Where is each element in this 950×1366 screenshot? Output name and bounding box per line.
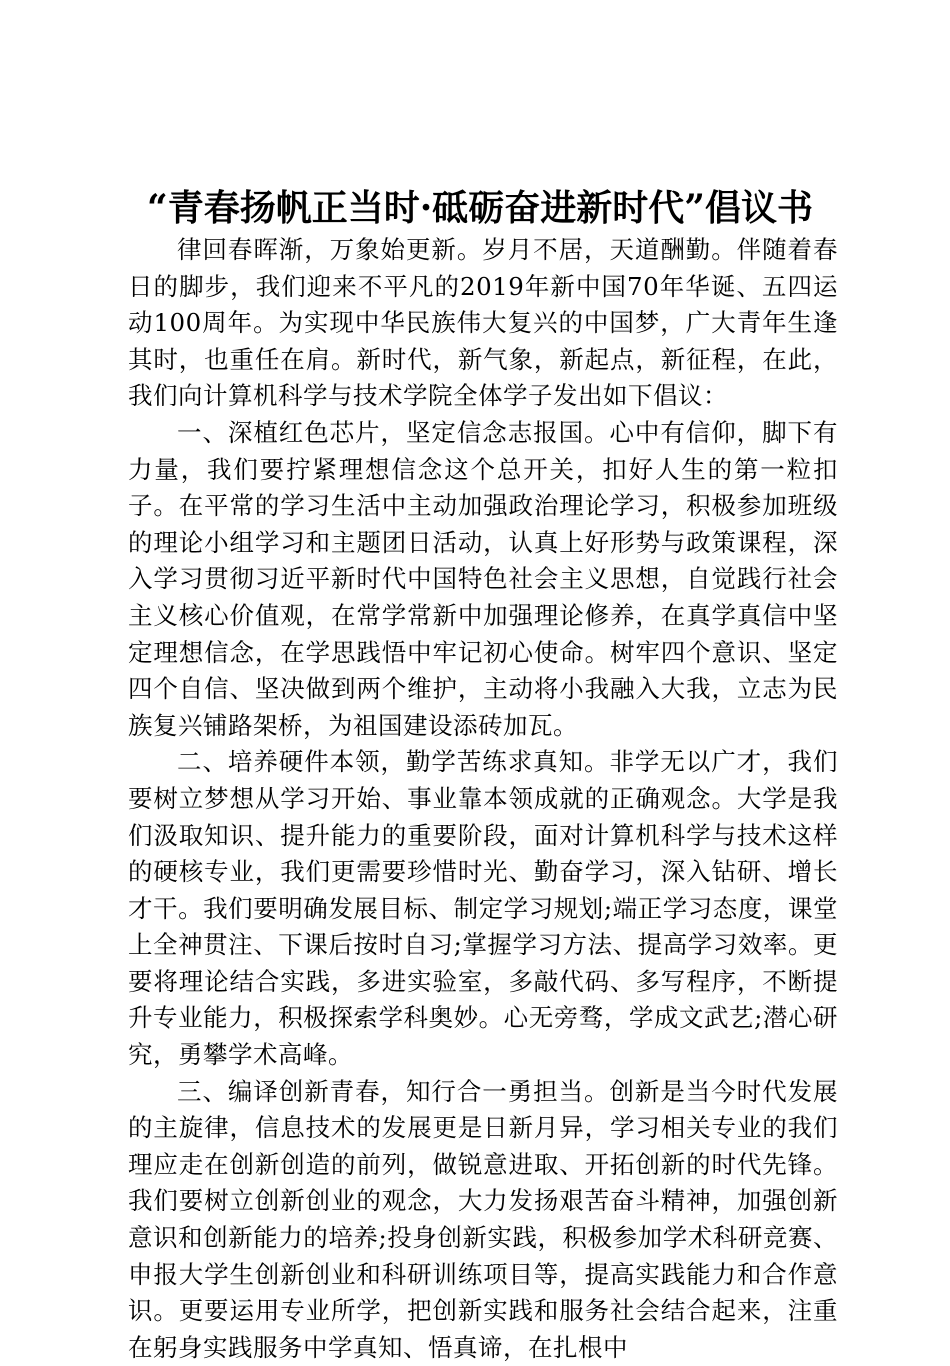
paragraph-section-1: 一、深植红色芯片，坚定信念志报国。心中有信仰，脚下有力量，我们要拧紧理想信念这个总开关，扣好人生的第一粒扣子。在平常的学习生活中主动加强政治理论学习，积极参加班级的理论小组学习和主题团日活动，认真上好形势与政策课程，深入学习贯彻习近平新时代中国特色社会主义思想，自觉践行社会主义核心价值观，在常学常新中加强理论修养，在真学真信中坚定理想信念，在学思践悟中牢记初心使命。树牢四个意识、坚定四个自信、坚决做到两个维护，主动将小我融入大我，立志为民族复兴铺路架桥，为祖国建设添砖加瓦。 [128,417,838,740]
paragraph-section-3: 三、编译创新青春，知行合一勇担当。创新是当今时代发展的主旋律，信息技术的发展更是日新月异，学习相关专业的我们理应走在创新创造的前列，做锐意进取、开拓创新的时代先锋。我们要树立创新创业的观念，大力发扬艰苦奋斗精神，加强创新意识和创新能力的培养;投身创新实践，积极参加学术科研竞赛、申报大学生创新创业和科研训练项目等，提高实践能力和合作意识。更要运用专业所学，把创新实践和服务社会结合起来，注重在躬身实践服务中学真知、悟真谛，在扎根中 [128,1076,838,1362]
document-body [128,232,838,1366]
paragraph-intro: 律回春晖渐，万象始更新。岁月不居，天道酬勤。伴随着春日的脚步，我们迎来不平凡的2019年新中国70年华诞、五四运动100周年。为实现中华民族伟大复兴的中国梦，广大青年生逢其时，也重任在肩。新时代，新气象，新起点，新征程，在此，我们向计算机科学与技术学院全体学子发出如下倡议： [128,235,838,411]
document-title: “青春扬帆正当时·砥砺奋进新时代”倡议书 [147,187,813,229]
paragraph-section-2: 二、培养硬件本领，勤学苦练求真知。非学无以广才，我们要树立梦想从学习开始、事业靠本领成就的正确观念。大学是我们汲取知识、提升能力的重要阶段，面对计算机科学与技术这样的硬核专业，我们更需要珍惜时光、勤奋学习，深入钻研、增长才干。我们要明确发展目标、制定学习规划;端正学习态度，课堂上全神贯注、下课后按时自习;掌握学习方法、提高学习效率。更要将理论结合实践，多进实验室，多敲代码、多写程序，不断提升专业能力，积极探索学科奥妙。心无旁骛，学成文武艺;潜心研究，勇攀学术高峰。 [128,747,838,1070]
